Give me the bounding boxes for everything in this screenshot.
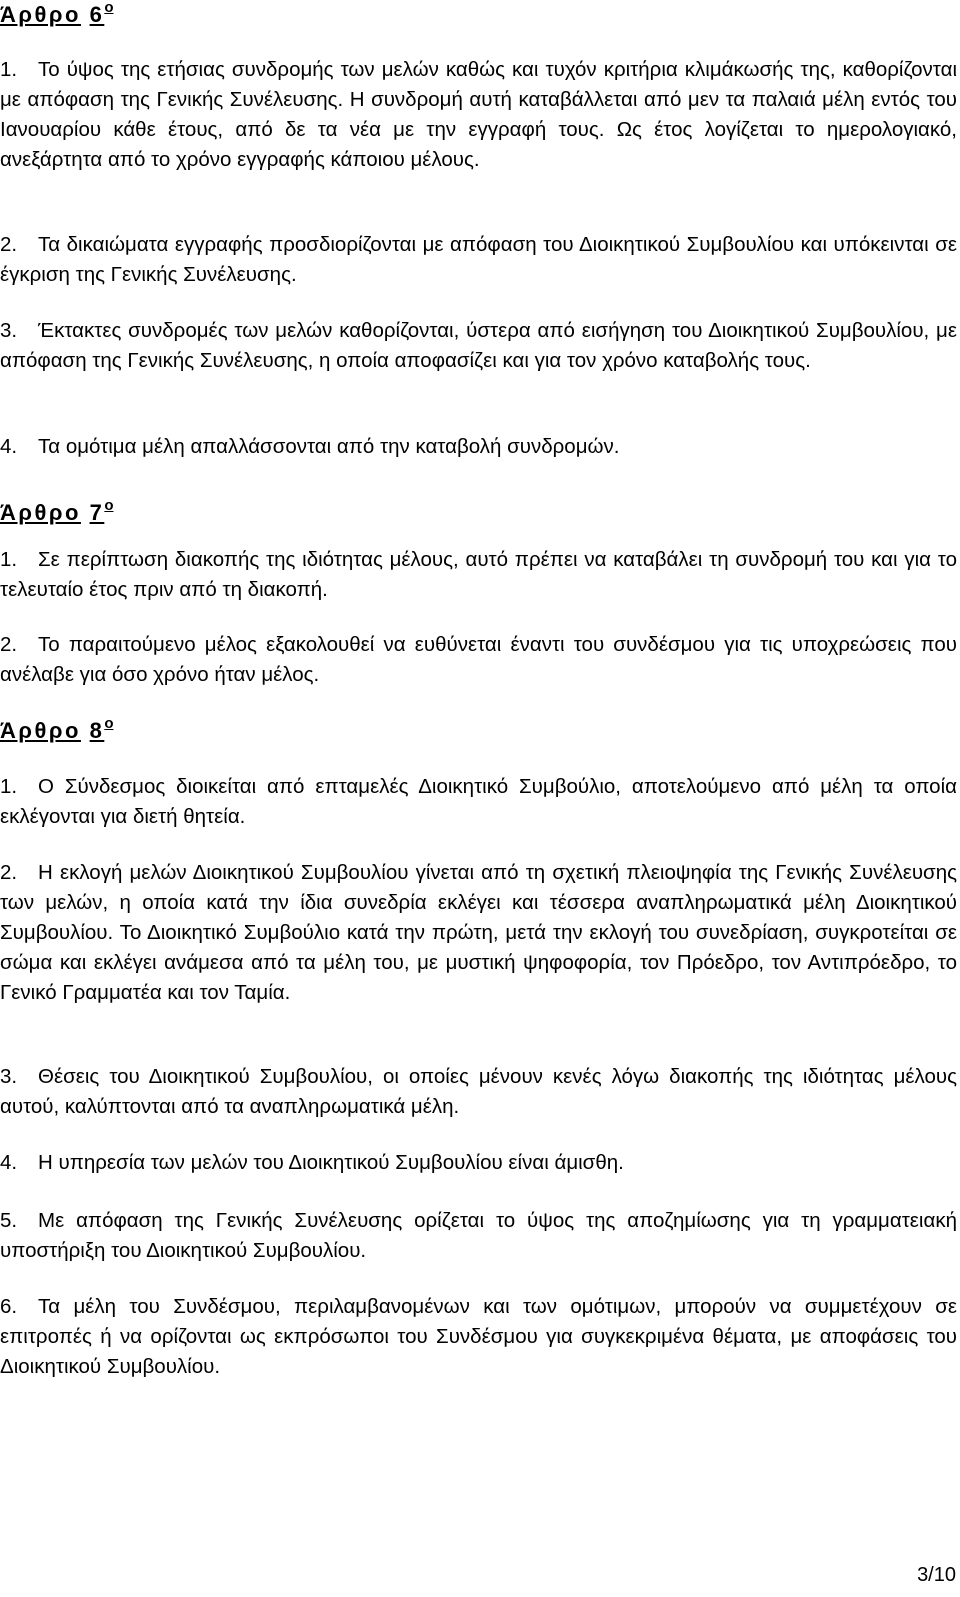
article-7-item-2 [0,630,957,690]
article-8-item-3 [0,1062,957,1122]
item-text: Ο Σύνδεσμος διοικείται από επταμελές Διοικητικό Συμβούλιο, αποτελούμενο από μέλη τα οποία εκλέγονται για διετή θητεία. [0,775,957,828]
article-7-heading-word: Άρθρο [0,500,81,525]
item-number: 6. [0,1295,18,1318]
item-number: 4. [0,435,18,458]
article-8-item-6 [0,1292,957,1382]
article-8-item-2 [0,858,957,1008]
article-8-heading-number: 8 [89,718,105,743]
item-text: Τα ομότιμα μέλη απαλλάσσονται από την καταβολή συνδρομών. [38,435,620,458]
item-number: 3. [0,319,18,342]
article-8-heading-word: Άρθρο [0,718,81,743]
article-7-heading-number: 7 [89,500,105,525]
article-8-item-4 [0,1148,957,1178]
article-6-item-2 [0,230,957,290]
article-7-item-1 [0,545,957,605]
article-7-heading [0,497,114,526]
item-number: 5. [0,1209,18,1232]
item-text: Έκτακτες συνδρομές των μελών καθορίζονται, ύστερα από εισήγηση του Διοικητικού Συμβουλίου, με απόφαση της Γενικής Συνέλευσης, η οποία αποφασίζει και για τον χρόνο καταβολής τους. [0,319,957,372]
article-8-item-1 [0,772,957,832]
item-text: Το παραιτούμενο μέλος εξακολουθεί να ευθύνεται έναντι του συνδέσμου για τις υποχρεώσεις που ανέλαβε για όσο χρόνο ήταν μέλος. [0,633,957,686]
item-number: 2. [0,861,18,884]
item-number: 2. [0,233,18,256]
article-6-item-1 [0,55,957,175]
item-text: Τα μέλη του Συνδέσμου, περιλαμβανομένων και των ομότιμων, μπορούν να συμμετέχουν σε επιτροπές ή να ορίζονται ως εκπρόσωποι του Συνδέσμου για συγκεκριμένα θέματα, με αποφάσεις του Διοικητικού Συμβουλίου. [0,1295,957,1378]
item-number: 4. [0,1151,18,1174]
article-6-heading [0,2,114,28]
item-text: Τα δικαιώματα εγγραφής προσδιορίζονται με απόφαση του Διοικητικού Συμβουλίου και υπόκεινται σε έγκριση της Γενικής Συνέλευσης. [0,233,957,286]
item-text: Θέσεις του Διοικητικού Συμβουλίου, οι οποίες μένουν κενές λόγω διακοπής της ιδιότητας μέλους αυτού, καλύπτονται από τα αναπληρωματικά μέλη. [0,1065,957,1118]
article-6-heading-number: 6 [89,2,105,27]
item-number: 1. [0,548,18,571]
article-7-heading-sup: ο [104,497,114,514]
item-number: 1. [0,58,18,81]
article-8-item-5 [0,1206,957,1266]
item-number: 2. [0,633,18,656]
item-number: 3. [0,1065,18,1088]
article-6-item-3 [0,316,957,376]
item-text: Με απόφαση της Γενικής Συνέλευσης ορίζεται το ύψος της αποζημίωσης για τη γραμματειακή υποστήριξη του Διοικητικού Συμβουλίου. [0,1209,957,1262]
item-text: Η εκλογή μελών Διοικητικού Συμβουλίου γίνεται από τη σχετική πλειοψηφία της Γενικής Συνέλευσης των μελών, η οποία κατά την ίδια συνεδρία εκλέγει και τέσσερα αναπληρωματικά μέλη Διοικητικού Συμβουλίου. Το Διοικητικό Συμβούλιο κατά την πρώτη, μετά την εκλογή του συνεδρίαση, συγκροτείται σε σώμα και εκλέγει ανάμεσα από τα μέλη του, με μυστική ψηφοφορία, τον Πρόεδρο, τον Αντιπρόεδρο, το Γενικό Γραμματέα και τον Ταμία. [0,861,957,1004]
item-text: Η υπηρεσία των μελών του Διοικητικού Συμβουλίου είναι άμισθη. [38,1151,624,1174]
article-6-item-4 [0,432,957,462]
item-text: Το ύψος της ετήσιας συνδρομής των μελών καθώς και τυχόν κριτήρια κλιμάκωσής της, καθορίζονται με απόφαση της Γενικής Συνέλευσης. Η συνδρομή αυτή καταβάλλεται από μεν τα παλαιά μέλη εντός του Ιανουαρίου κάθε έτους, από δε τα νέα με την εγγραφή τους. Ως έτος λογίζεται το ημερολογιακό, ανεξάρτητα από το χρόνο εγγραφής κάποιου μέλους. [0,58,957,171]
item-text: Σε περίπτωση διακοπής της ιδιότητας μέλους, αυτό πρέπει να καταβάλει τη συνδρομή του και για το τελευταίο έτος πριν από τη διακοπή. [0,548,957,601]
article-8-heading-sup: ο [104,715,114,732]
article-6-heading-sup: ο [104,0,114,16]
article-6-heading-word: Άρθρο [0,2,81,27]
article-8-heading [0,715,114,744]
item-number: 1. [0,775,18,798]
page-number: 3/10 [917,1564,956,1586]
